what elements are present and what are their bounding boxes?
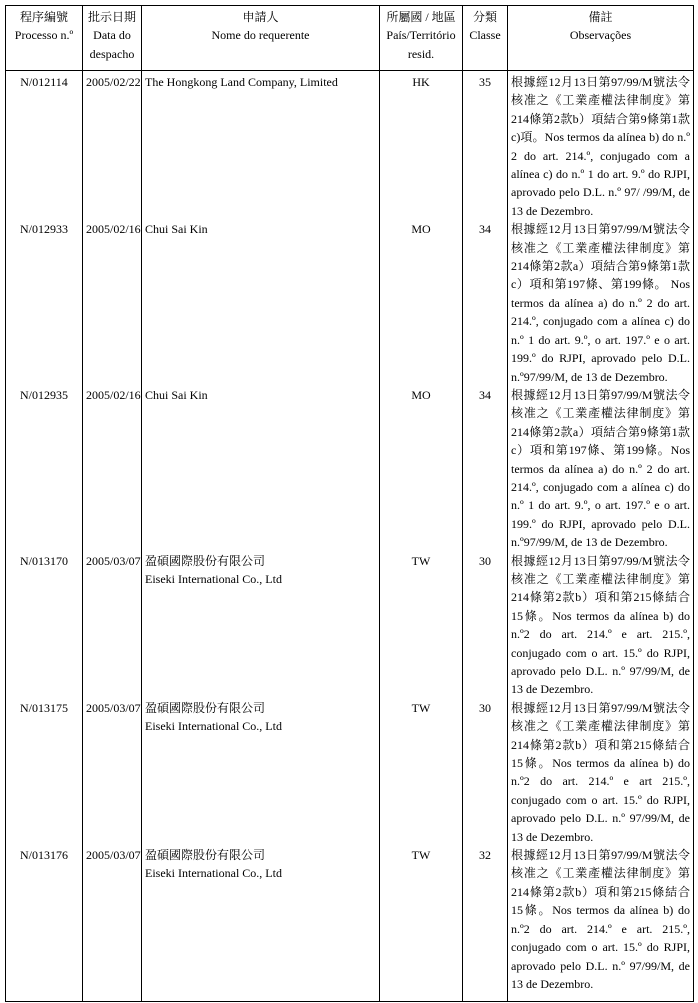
applicant-name: The Hongkong Land Company, Limited [145,75,338,89]
header-country-zh: 所屬國 / 地區 [386,10,456,24]
observations-zh: 根據經12月13日第97/99/M號法令核准之《工業產權法律制度》第214條第2款b）項和第215條結合15條。 [511,553,690,623]
header-class [463,6,508,71]
header-country-pt-2: resid. [407,46,435,61]
applicant-cell [142,220,380,386]
table-row [6,699,694,846]
table-row [6,71,694,221]
header-process-zh: 程序編號 [19,10,68,24]
despatch-date: 2005/02/16 [83,220,142,386]
header-date [83,6,142,71]
applicant-name: Chui Sai Kin [145,222,208,237]
header-process-pt: Processo n.º [14,28,74,43]
process-number: N/013175 [6,699,83,846]
observations-zh: 根據經12月13日第97/99/M號法令核准之《工業產權法律制度》第214條第2款a）項結合第9條第1款c）項和第197條、第199條。 [511,222,690,292]
despatch-date: 2005/02/22 [83,71,142,221]
applicant-cell [142,386,380,552]
header-date-pt-2: despacho [89,46,135,61]
applicant-name: Eiseki International Co., Ltd [145,866,282,881]
observations-cell [508,699,694,846]
process-number: N/012114 [6,71,83,221]
applicant-name-zh: 盈碩國際股份有限公司 [145,700,266,715]
header-applicant-pt: Nome do requerente [211,28,310,43]
table-row [6,846,694,1002]
header-date-pt-1: Data do [93,28,131,43]
observations-cell [508,386,694,552]
table-row [6,386,694,552]
process-number: N/013170 [6,552,83,699]
table-row [6,552,694,699]
observations-cell [508,846,694,1002]
observations-cell [508,552,694,699]
despatch-date: 2005/03/07 [83,699,142,846]
table-row [6,220,694,386]
country-code: TW [380,552,463,699]
applicant-name: Chui Sai Kin [145,387,208,402]
header-country-pt-1: País/Território [386,28,456,43]
process-number: N/012935 [6,386,83,552]
class-number: 32 [463,846,508,1002]
header-class-zh: 分類 [472,10,497,24]
despatch-date: 2005/03/07 [83,846,142,1002]
process-number: N/013176 [6,846,83,1002]
country-code: MO [380,220,463,386]
country-code: MO [380,386,463,552]
observations-cell [508,220,694,386]
class-number: 34 [463,386,508,552]
observations-pt: Nos termos da alínea a) do n.º 2 do art. 214.º, conjugado com a alínea c) do n.º 1 do art. 9.º, o art. 197.º e o art. 199.º do RJPI, aprovado pelo D.L. n.º97/99/M, de 13 de Dezembro. [511,443,690,550]
applicant-name: Eiseki International Co., Ltd [145,571,282,586]
header-observations-zh: 備註 [588,10,613,24]
observations-zh: 根據經12月13日第97/99/M號法令核准之《工業產權法律制度》第214條第2款b）項結合第9條第1款c)項。 [511,75,690,145]
header-applicant-zh: 申請人 [242,10,279,24]
observations-pt: Nos termos da alínea b) do n.º2 do art. 214.º e art. 215.º, conjugado com o art. 15.º do RJPI, aprovado pelo D.L. n.º 97/99/M, de 13 de Dezembro. [511,608,690,697]
applicant-name-zh: 盈碩國際股份有限公司 [145,848,266,863]
country-code: HK [380,71,463,221]
applicant-cell [142,846,380,1002]
class-number: 34 [463,220,508,386]
header-class-pt: Classe [469,28,501,43]
country-code: TW [380,699,463,846]
observations-zh: 根據經12月13日第97/99/M號法令核准之《工業產權法律制度》第214條第2款a）項結合第9條第1款c）項和第197條、第199條。 [511,387,690,458]
class-number: 35 [463,71,508,221]
observations-zh: 根據經12月13日第97/99/M號法令核准之《工業產權法律制度》第214條第2款b）項和第215條結合15條。 [511,848,690,918]
header-country [380,6,463,71]
country-code: TW [380,846,463,1002]
observations-cell [508,71,694,221]
header-date-zh: 批示日期 [87,10,136,24]
header-observations-pt: Observações [569,28,632,43]
observations-pt: Nos termos da alínea a) do n.º 2 do art. 214.º, conjugado com a alínea c) do n.º 1 do art. 9.º, o art. 197.º e o art. 199.º do RJPI, aprovado pelo D.L. n.º97/99/M, de 13 de Dezembro. [511,277,691,384]
observations-pt: Nos termos da alínea b) do n.º2 do art. 214.º e art 215.º, conjugado com o art. 15.º do RJPI, aprovado pelo D.L. n.º 97/99/M, de 13 de Dezembro. [511,756,690,844]
header-applicant [142,6,380,71]
despatch-date: 2005/02/16 [83,386,142,552]
observations-pt: Nos termos da alínea b) do n.º2 do art. 214.º e art. 215.º, conjugado com o art. 15.º do RJPI, aprovado pelo D.L. n.º 97/99/M, de 13 de Dezembro. [511,903,690,991]
applicant-name: Eiseki International Co., Ltd [145,719,282,734]
applicant-cell [142,552,380,699]
class-number: 30 [463,699,508,846]
observations-zh: 根據經12月13日第97/99/M號法令核准之《工業產權法律制度》第214條第2款b）項和第215條結合15條。 [511,700,690,771]
register-table [5,5,694,1002]
header-observations [508,6,694,71]
table-header-row [6,6,694,71]
class-number: 30 [463,552,508,699]
header-process [6,6,83,71]
process-number: N/012933 [6,220,83,386]
applicant-cell [142,699,380,846]
despatch-date: 2005/03/07 [83,552,142,699]
applicant-cell [142,71,380,221]
observations-pt: Nos termos da alínea b) do n.º 2 do art. 214.º, conjugado com a alínea c) do n.º 1 do art. 9.º do RJPI, aprovado pelo D.L. n.º 97/ /99/M, de 13 de Dezembro. [511,130,690,218]
applicant-name-zh: 盈碩國際股份有限公司 [145,553,266,568]
